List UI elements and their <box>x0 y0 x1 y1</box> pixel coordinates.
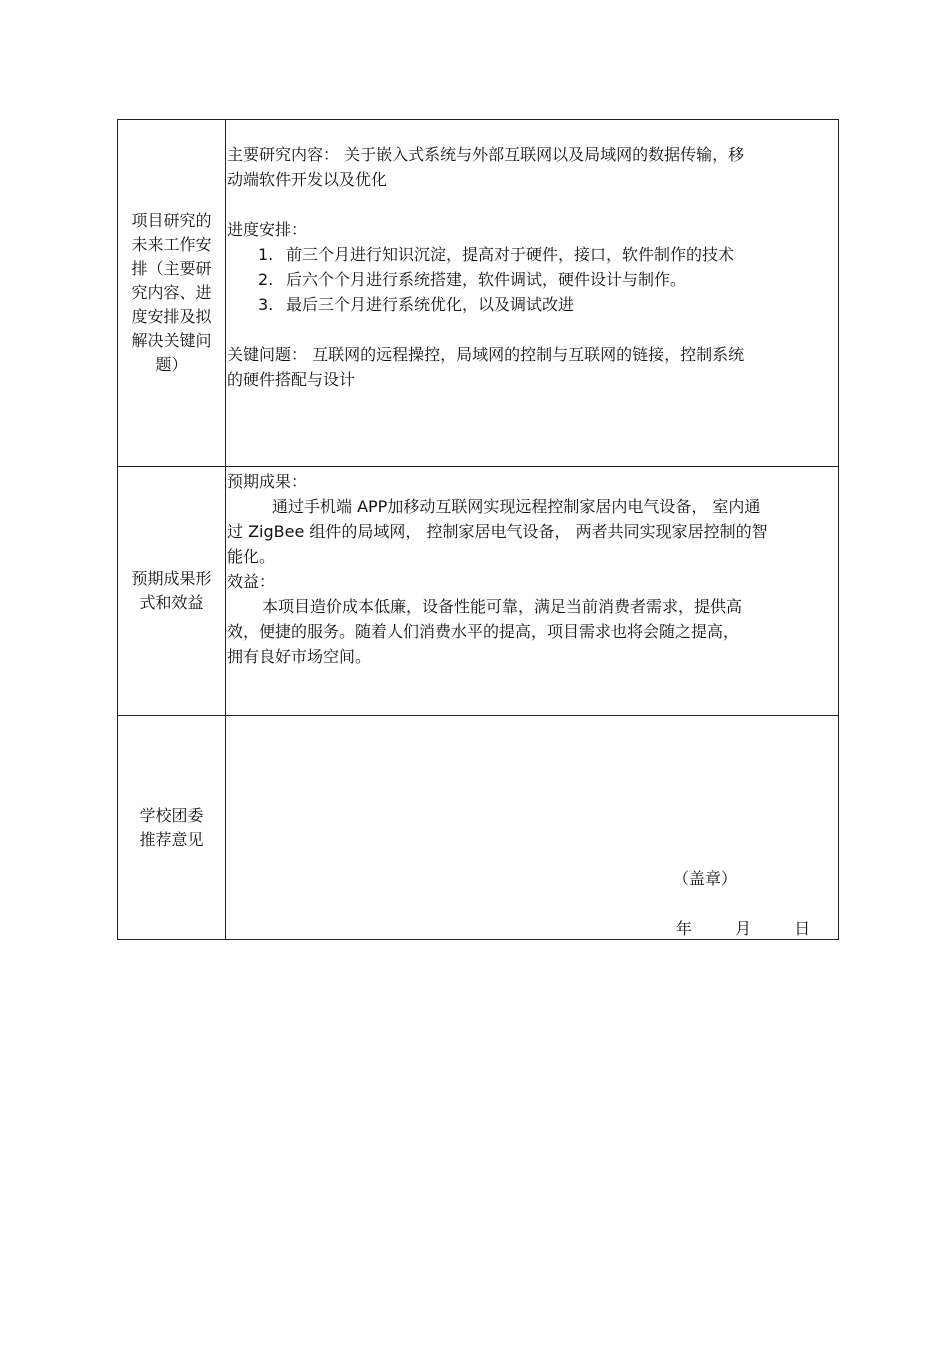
application-form-table <box>117 119 839 940</box>
label-line: 解决关键问 <box>131 331 212 350</box>
date-line <box>676 916 830 939</box>
label-line: 学校团委 <box>139 805 204 825</box>
schedule-list <box>226 242 838 317</box>
result-title: 预期成果： <box>227 472 308 491</box>
expected-result-label <box>118 467 226 716</box>
result-text: 通过手机端 APP加移动互联网实现远程控制家居内电气设备， 室内通 <box>272 497 761 516</box>
main-content-text: 主要研究内容： 关于嵌入式系统与外部互联网以及局域网的数据传输，移 <box>227 145 745 164</box>
benefit-title: 效益： <box>227 572 276 591</box>
future-work-row <box>118 120 839 467</box>
result-text: 过 ZigBee 组件的局域网， 控制家居电气设备， 两者共同实现家居控制的智 <box>227 522 768 541</box>
benefit-text: 本项目造价成本低廉，设备性能可靠，满足当前消费者需求，提供高 <box>262 597 743 616</box>
label-line: 式和效益 <box>139 593 204 612</box>
year-label: 年 <box>676 919 693 938</box>
benefit-text: 拥有良好市场空间。 <box>227 647 372 666</box>
key-issue-text: 的硬件搭配与设计 <box>227 370 356 389</box>
result-text: 能化。 <box>227 547 276 566</box>
label-line: 项目研究的 <box>131 211 212 230</box>
label-line: 排（主要研 <box>131 259 212 278</box>
future-work-label <box>118 120 226 467</box>
label-line: 度安排及拟 <box>131 307 212 326</box>
list-item: 1. 前三个月进行知识沉淀，提高对于硬件，接口，软件制作的技术 <box>258 245 735 264</box>
label-line: 推荐意见 <box>139 829 204 849</box>
recommendation-row <box>118 716 839 940</box>
expected-result-content <box>226 467 839 716</box>
list-item: 2. 后六个个月进行系统搭建，软件调试，硬件设计与制作。 <box>258 270 687 289</box>
main-content-text: 动端软件开发以及优化 <box>227 170 388 189</box>
day-label: 日 <box>794 919 811 938</box>
recommendation-label <box>118 716 226 940</box>
seal-text: （盖章） <box>673 869 738 888</box>
recommendation-content[interactable] <box>226 716 839 940</box>
label-line: 题） <box>155 355 188 374</box>
expected-result-row <box>118 467 839 716</box>
label-line: 究内容、进 <box>131 283 212 302</box>
label-line: 预期成果形 <box>131 569 212 588</box>
future-work-content <box>226 120 839 467</box>
benefit-text: 效，便捷的服务。随着人们消费水平的提高，项目需求也将会随之提高， <box>227 622 740 641</box>
list-item: 3. 最后三个月进行系统优化，以及调试改进 <box>258 295 575 314</box>
schedule-title: 进度安排： <box>227 220 308 239</box>
label-line: 未来工作安 <box>131 235 212 254</box>
key-issue-text: 关键问题： 互联网的远程操控，局域网的控制与互联网的链接，控制系统 <box>227 345 745 364</box>
month-label: 月 <box>735 919 752 938</box>
